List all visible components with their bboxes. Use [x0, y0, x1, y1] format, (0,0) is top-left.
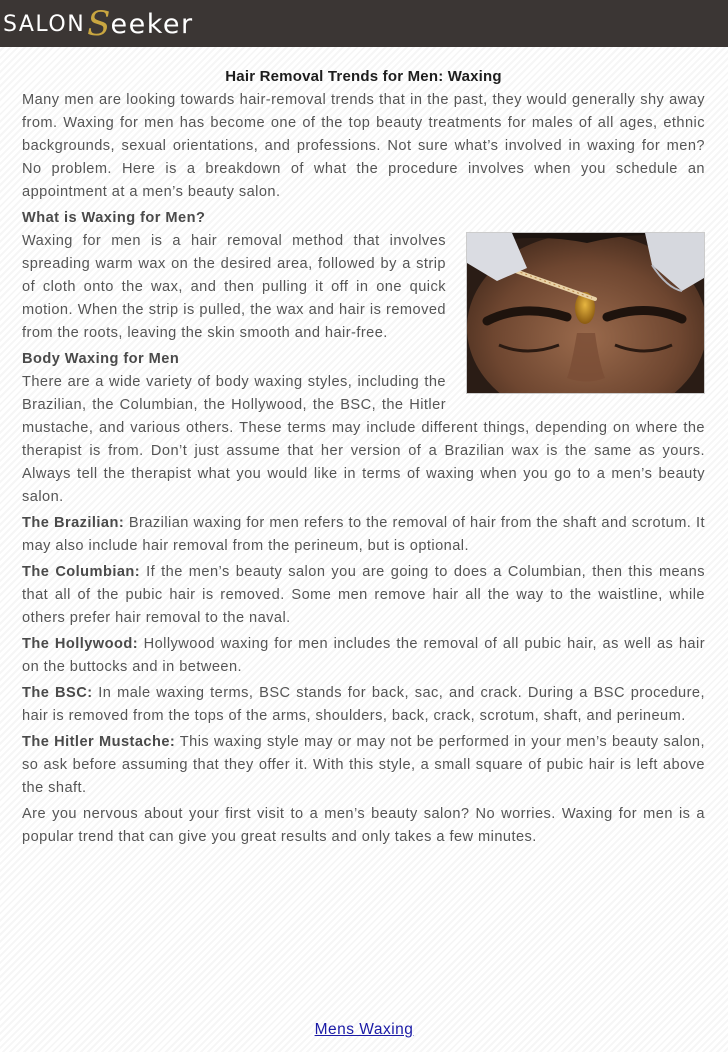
style-brazilian [22, 512, 705, 558]
site-header [0, 0, 728, 47]
logo-salon-text: SALON [3, 11, 86, 37]
section-text-what-is-waxing: Waxing for men is a hair removal method that involves spreading warm wax on the desired area, followed by a strip of cloth onto the wax, and then pulling it off in one quick motion. When the strip is pulled, the wax and hair is removed from the roots, leaving the skin smooth and hair-free. [22, 233, 446, 341]
closing-paragraph: Are you nervous about your first visit to a men’s beauty salon? No worries. Waxing for men is a popular trend that can give you great results and only takes a few minutes. [22, 806, 705, 845]
style-columbian [22, 561, 705, 630]
style-hollywood [22, 633, 705, 679]
style-label-hitler-mustache: The Hitler Mustache: [22, 734, 176, 750]
style-text-columbian: If the men’s beauty salon you are going to does a Columbian, then this means that all of the pubic hair is removed. Some men remove hair all the way to the waistline, while others prefer hair removal to the naval. [22, 564, 705, 626]
style-label-bsc: The BSC: [22, 685, 93, 701]
style-text-hitler-mustache: This waxing style may or may not be performed in your men’s beauty salon, so ask before assuming that they offer it. With this style, a small square of pubic hair is left above the shaft. [22, 734, 705, 796]
style-label-brazilian: The Brazilian: [22, 515, 125, 531]
article-title: Hair Removal Trends for Men: Waxing [225, 68, 502, 85]
style-bsc [22, 682, 705, 728]
style-text-brazilian: Brazilian waxing for men refers to the removal of hair from the shaft and scrotum. It may also include hair removal from the perineum, but is optional. [22, 515, 705, 554]
mens-waxing-link[interactable]: Mens Waxing [314, 1021, 414, 1038]
style-text-bsc: In male waxing terms, BSC stands for back, sac, and crack. During a BSC procedure, hair is removed from the tops of the arms, shoulders, back, crack, scrotum, shaft, and perineum. [22, 685, 705, 724]
style-label-hollywood: The Hollywood: [22, 636, 139, 652]
section-heading-body-waxing: Body Waxing for Men [22, 351, 180, 367]
section-text-body-waxing: There are a wide variety of body waxing styles, including the Brazilian, the Columbian, the Hollywood, the BSC, the Hitler mustache, and various others. These terms may include different things, depending on where the therapist is from. Don’t just assume that her version of a Brazilian wax is the same as yours. Always tell the therapist what you would like in terms of waxing when you go to a men’s beauty salon. [22, 374, 705, 505]
style-label-columbian: The Columbian: [22, 564, 141, 580]
logo-eeker-text: eeker [110, 8, 194, 40]
logo-s-letter: S [87, 4, 111, 44]
section-heading-what-is-waxing: What is Waxing for Men? [22, 210, 206, 226]
footer-link-container [0, 1021, 728, 1039]
man-eyebrow-waxing-photo [466, 232, 705, 394]
intro-paragraph: Many men are looking towards hair-removal trends that in the past, they would generally shy away from. Waxing for men has become one of the top beauty treatments for males of all ages, ethnic backgrounds, sexual orientations, and professions. Not sure what’s involved in waxing for men? No problem. Here is a breakdown of what the procedure involves when you schedule an appointment at a men’s beauty salon. [22, 92, 705, 200]
style-text-hollywood: Hollywood waxing for men includes the removal of all pubic hair, as well as hair on the buttocks and in between. [22, 636, 705, 675]
article-body [22, 68, 705, 849]
salon-seeker-logo[interactable] [3, 4, 194, 44]
style-hitler-mustache [22, 731, 705, 800]
